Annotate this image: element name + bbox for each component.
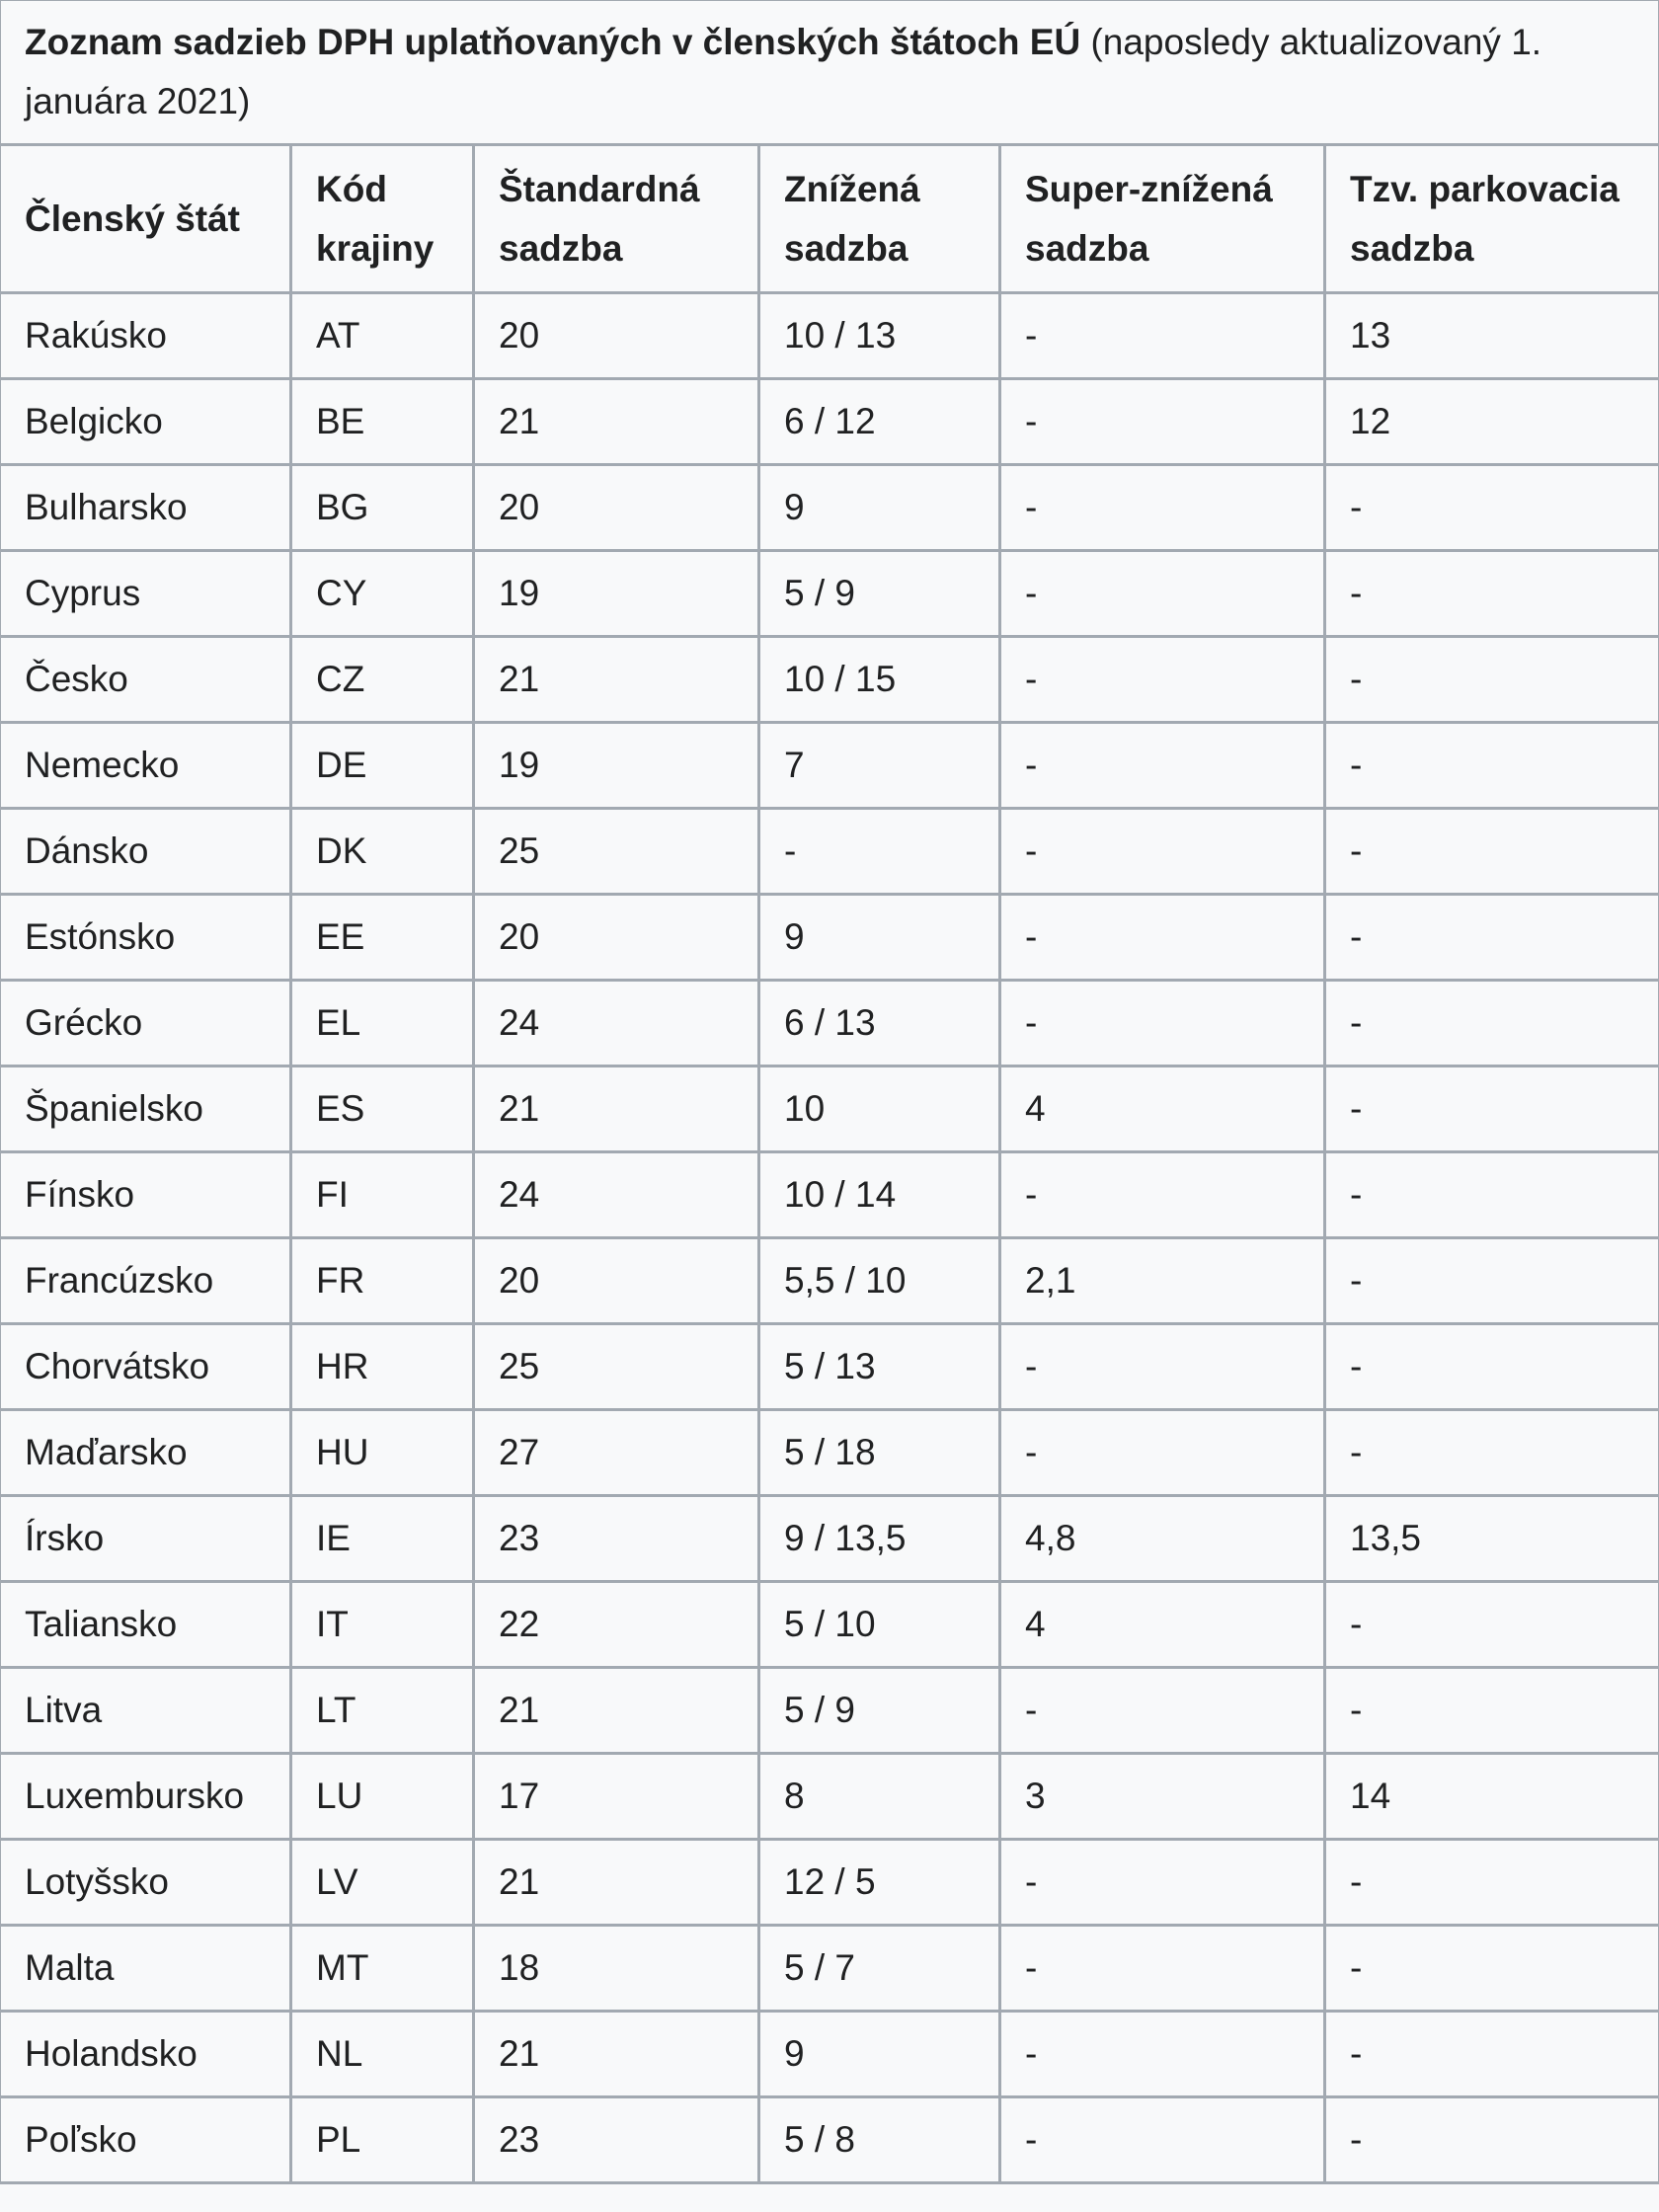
reduced-rate-cell: 5 / 9 <box>759 1668 1000 1754</box>
parking-rate-cell: - <box>1325 1324 1659 1410</box>
super-reduced-rate-cell: - <box>1000 2012 1325 2097</box>
super-reduced-rate-cell: - <box>1000 551 1325 637</box>
table-row <box>0 1410 1659 1496</box>
standard-rate-cell: 22 <box>474 1582 759 1668</box>
table-row <box>0 981 1659 1066</box>
parking-rate-cell: - <box>1325 1152 1659 1238</box>
reduced-rate-cell: 5 / 8 <box>759 2097 1000 2183</box>
table-row <box>0 895 1659 981</box>
table-row <box>0 1668 1659 1754</box>
super-reduced-rate-cell: - <box>1000 723 1325 809</box>
member-state-cell: Litva <box>0 1668 291 1754</box>
standard-rate-cell: 23 <box>474 1496 759 1582</box>
standard-rate-cell: 21 <box>474 1840 759 1926</box>
table-row <box>0 1926 1659 2012</box>
member-state-cell: Dánsko <box>0 809 291 895</box>
table-row <box>0 1324 1659 1410</box>
super-reduced-rate-cell: - <box>1000 1668 1325 1754</box>
standard-rate-cell: 19 <box>474 723 759 809</box>
table-row <box>0 723 1659 809</box>
parking-rate-cell: - <box>1325 1668 1659 1754</box>
parking-rate-cell: - <box>1325 1066 1659 1152</box>
member-state-cell: Cyprus <box>0 551 291 637</box>
reduced-rate-cell: 8 <box>759 1754 1000 1840</box>
table-row <box>0 1496 1659 1582</box>
member-state-cell: Írsko <box>0 1496 291 1582</box>
standard-rate-cell: 21 <box>474 2012 759 2097</box>
super-reduced-rate-cell: - <box>1000 293 1325 379</box>
country-code-cell: BG <box>291 465 474 551</box>
country-code-cell: HR <box>291 1324 474 1410</box>
country-code-cell: MT <box>291 1926 474 2012</box>
reduced-rate-cell: 9 / 13,5 <box>759 1496 1000 1582</box>
caption-note: (naposledy aktualizovaný 1. januára 2021) <box>25 22 1542 121</box>
table-row <box>0 1238 1659 1324</box>
country-code-cell: NL <box>291 2012 474 2097</box>
table-row <box>0 1582 1659 1668</box>
country-code-cell: CZ <box>291 637 474 723</box>
member-state-cell: Španielsko <box>0 1066 291 1152</box>
super-reduced-rate-cell: - <box>1000 1410 1325 1496</box>
table-row <box>0 293 1659 379</box>
super-reduced-rate-cell: - <box>1000 2097 1325 2183</box>
parking-rate-cell: - <box>1325 1840 1659 1926</box>
table-row <box>0 379 1659 465</box>
parking-rate-cell: - <box>1325 1238 1659 1324</box>
parking-rate-cell: - <box>1325 2097 1659 2183</box>
standard-rate-cell: 21 <box>474 1066 759 1152</box>
country-code-cell: IE <box>291 1496 474 1582</box>
table-row <box>0 551 1659 637</box>
header-reduced-rate: Znížená sadzba <box>759 145 1000 293</box>
header-row <box>0 145 1659 293</box>
reduced-rate-cell: 7 <box>759 723 1000 809</box>
header-super-reduced-rate: Super-znížená sadzba <box>1000 145 1325 293</box>
reduced-rate-cell: 5 / 18 <box>759 1410 1000 1496</box>
member-state-cell: Lotyšsko <box>0 1840 291 1926</box>
super-reduced-rate-cell: 2,1 <box>1000 1238 1325 1324</box>
table-row <box>0 1754 1659 1840</box>
parking-rate-cell: - <box>1325 2012 1659 2097</box>
caption-title: Zoznam sadzieb DPH uplatňovaných v členských štátoch EÚ <box>25 22 1081 62</box>
super-reduced-rate-cell: - <box>1000 1840 1325 1926</box>
member-state-cell: Taliansko <box>0 1582 291 1668</box>
super-reduced-rate-cell: - <box>1000 465 1325 551</box>
member-state-cell: Luxembursko <box>0 1754 291 1840</box>
country-code-cell: IT <box>291 1582 474 1668</box>
reduced-rate-cell: 10 / 15 <box>759 637 1000 723</box>
standard-rate-cell: 27 <box>474 1410 759 1496</box>
country-code-cell: EL <box>291 981 474 1066</box>
super-reduced-rate-cell: 4 <box>1000 1066 1325 1152</box>
member-state-cell: Nemecko <box>0 723 291 809</box>
standard-rate-cell: 17 <box>474 1754 759 1840</box>
country-code-cell: EE <box>291 895 474 981</box>
super-reduced-rate-cell: - <box>1000 981 1325 1066</box>
standard-rate-cell: 24 <box>474 981 759 1066</box>
member-state-cell: Poľsko <box>0 2097 291 2183</box>
standard-rate-cell: 20 <box>474 895 759 981</box>
country-code-cell: LT <box>291 1668 474 1754</box>
parking-rate-cell: - <box>1325 723 1659 809</box>
super-reduced-rate-cell: - <box>1000 1926 1325 2012</box>
country-code-cell: ES <box>291 1066 474 1152</box>
super-reduced-rate-cell: - <box>1000 809 1325 895</box>
member-state-cell: Bulharsko <box>0 465 291 551</box>
super-reduced-rate-cell: - <box>1000 895 1325 981</box>
header-standard-rate: Štandardná sadzba <box>474 145 759 293</box>
member-state-cell: Estónsko <box>0 895 291 981</box>
super-reduced-rate-cell: 3 <box>1000 1754 1325 1840</box>
standard-rate-cell: 24 <box>474 1152 759 1238</box>
parking-rate-cell: - <box>1325 1582 1659 1668</box>
reduced-rate-cell: 9 <box>759 465 1000 551</box>
member-state-cell: Malta <box>0 1926 291 2012</box>
standard-rate-cell: 25 <box>474 809 759 895</box>
parking-rate-cell: - <box>1325 1410 1659 1496</box>
super-reduced-rate-cell: - <box>1000 379 1325 465</box>
table-row <box>0 1840 1659 1926</box>
reduced-rate-cell: 5 / 13 <box>759 1324 1000 1410</box>
country-code-cell: CY <box>291 551 474 637</box>
standard-rate-cell: 19 <box>474 551 759 637</box>
reduced-rate-cell: - <box>759 809 1000 895</box>
country-code-cell: PL <box>291 2097 474 2183</box>
country-code-cell: LU <box>291 1754 474 1840</box>
standard-rate-cell: 18 <box>474 1926 759 2012</box>
member-state-cell: Česko <box>0 637 291 723</box>
reduced-rate-cell: 9 <box>759 2012 1000 2097</box>
member-state-cell: Chorvátsko <box>0 1324 291 1410</box>
super-reduced-rate-cell: 4 <box>1000 1582 1325 1668</box>
standard-rate-cell: 21 <box>474 637 759 723</box>
country-code-cell: HU <box>291 1410 474 1496</box>
table-row <box>0 465 1659 551</box>
reduced-rate-cell: 5,5 / 10 <box>759 1238 1000 1324</box>
standard-rate-cell: 20 <box>474 293 759 379</box>
reduced-rate-cell: 10 <box>759 1066 1000 1152</box>
country-code-cell: FR <box>291 1238 474 1324</box>
table-body <box>0 293 1659 2183</box>
reduced-rate-cell: 10 / 14 <box>759 1152 1000 1238</box>
country-code-cell: AT <box>291 293 474 379</box>
member-state-cell: Belgicko <box>0 379 291 465</box>
super-reduced-rate-cell: 4,8 <box>1000 1496 1325 1582</box>
reduced-rate-cell: 6 / 12 <box>759 379 1000 465</box>
country-code-cell: DE <box>291 723 474 809</box>
table-caption <box>0 0 1659 145</box>
member-state-cell: Maďarsko <box>0 1410 291 1496</box>
reduced-rate-cell: 5 / 10 <box>759 1582 1000 1668</box>
table-row <box>0 1152 1659 1238</box>
parking-rate-cell: 14 <box>1325 1754 1659 1840</box>
table-row <box>0 809 1659 895</box>
super-reduced-rate-cell: - <box>1000 1324 1325 1410</box>
reduced-rate-cell: 5 / 9 <box>759 551 1000 637</box>
country-code-cell: LV <box>291 1840 474 1926</box>
parking-rate-cell: 13 <box>1325 293 1659 379</box>
country-code-cell: DK <box>291 809 474 895</box>
member-state-cell: Rakúsko <box>0 293 291 379</box>
reduced-rate-cell: 9 <box>759 895 1000 981</box>
parking-rate-cell: - <box>1325 465 1659 551</box>
country-code-cell: BE <box>291 379 474 465</box>
header-country-code: Kód krajiny <box>291 145 474 293</box>
standard-rate-cell: 21 <box>474 1668 759 1754</box>
reduced-rate-cell: 5 / 7 <box>759 1926 1000 2012</box>
parking-rate-cell: - <box>1325 895 1659 981</box>
header-member-state: Členský štát <box>0 145 291 293</box>
member-state-cell: Holandsko <box>0 2012 291 2097</box>
standard-rate-cell: 20 <box>474 465 759 551</box>
standard-rate-cell: 25 <box>474 1324 759 1410</box>
reduced-rate-cell: 10 / 13 <box>759 293 1000 379</box>
parking-rate-cell: - <box>1325 551 1659 637</box>
table-row <box>0 2097 1659 2183</box>
parking-rate-cell: - <box>1325 637 1659 723</box>
parking-rate-cell: 12 <box>1325 379 1659 465</box>
member-state-cell: Fínsko <box>0 1152 291 1238</box>
super-reduced-rate-cell: - <box>1000 637 1325 723</box>
super-reduced-rate-cell: - <box>1000 1152 1325 1238</box>
header-parking-rate: Tzv. parkovacia sadzba <box>1325 145 1659 293</box>
standard-rate-cell: 20 <box>474 1238 759 1324</box>
standard-rate-cell: 21 <box>474 379 759 465</box>
standard-rate-cell: 23 <box>474 2097 759 2183</box>
parking-rate-cell: - <box>1325 981 1659 1066</box>
table-row <box>0 1066 1659 1152</box>
parking-rate-cell: - <box>1325 1926 1659 2012</box>
country-code-cell: FI <box>291 1152 474 1238</box>
reduced-rate-cell: 12 / 5 <box>759 1840 1000 1926</box>
reduced-rate-cell: 6 / 13 <box>759 981 1000 1066</box>
member-state-cell: Grécko <box>0 981 291 1066</box>
table-row <box>0 637 1659 723</box>
parking-rate-cell: - <box>1325 809 1659 895</box>
table-row <box>0 2012 1659 2097</box>
member-state-cell: Francúzsko <box>0 1238 291 1324</box>
parking-rate-cell: 13,5 <box>1325 1496 1659 1582</box>
